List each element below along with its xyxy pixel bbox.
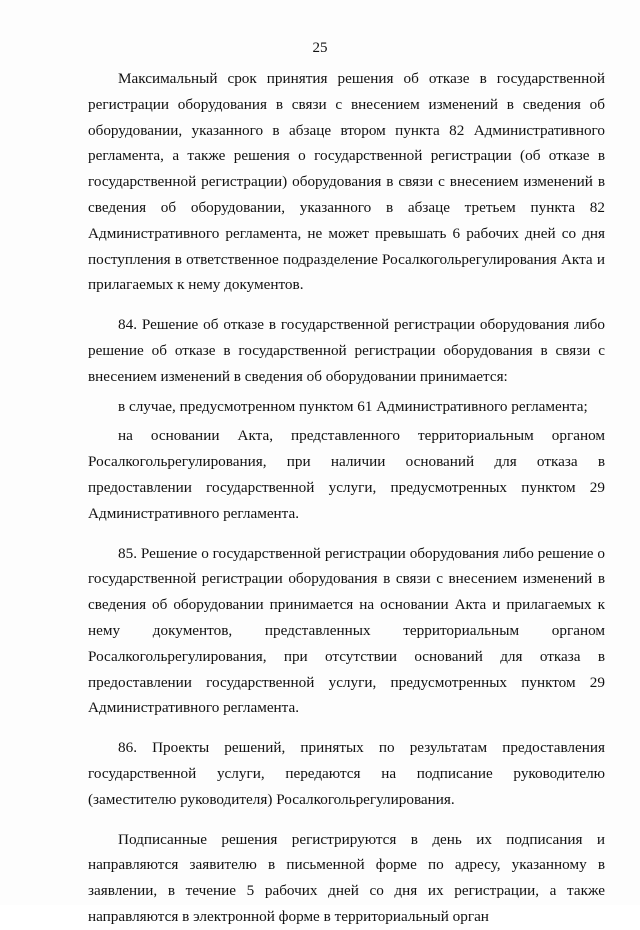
paragraph-86: 86. Проекты решений, принятых по результатам предоставления государственной услуги, передаются на подписание руководителю (заместителю руководителя) Росалкогольрегулирования. [88,739,605,808]
page-number: 25 [312,40,328,56]
paragraph-signed-decisions: Подписанные решения регистрируются в день их подписания и направляются заявителю в письменной форме по адресу, указанному в заявлении, в течение 5 рабочих дней со дня их регистрации, а также направляются в электронной форме в территориальный орган [88,830,605,925]
document-body [88,66,605,930]
paragraph-84-act-basis: на основании Акта, представленного территориальным органом Росалкогольрегулирования, при наличии оснований для отказа в предоставлении государственной услуги, предусмотренных пунктом 29 Административного регламента. [88,427,605,522]
paragraph-85: 85. Решение о государственной регистрации оборудования либо решение о государственной регистрации оборудования в связи с внесением изменений в сведения об оборудовании принимается на основании Акта и прилагаемых к нему документов, представленных территориальным органом Росалкогольрегулирования, при отсутствии оснований для отказа в предоставлении государственной услуги, предусмотренных пунктом 29 Административного регламента. [88,544,605,717]
paragraph-max-term: Максимальный срок принятия решения об отказе в государственной регистрации оборудования в связи с внесением изменений в сведения об оборудовании, указанного в абзаце втором пункта 82 Административного регламента, а также решения о государственной регистрации (об отказе в государственной регистрации) оборудования в связи с внесением изменений в сведения об оборудовании, указанного в абзаце третьем пункта 82 Административного регламента, не может превышать 6 рабочих дней со дня поступления в ответственное подразделение Росалкогольрегулирования Акта и прилагаемых к нему документов. [88,70,605,294]
paragraph-84: 84. Решение об отказе в государственной регистрации оборудования либо решение об отказе в государственной регистрации оборудования в связи с внесением изменений в сведения об оборудовании принимается: [88,316,605,385]
paragraph-84-case-61: в случае, предусмотренном пунктом 61 Административного регламента; [118,397,588,415]
